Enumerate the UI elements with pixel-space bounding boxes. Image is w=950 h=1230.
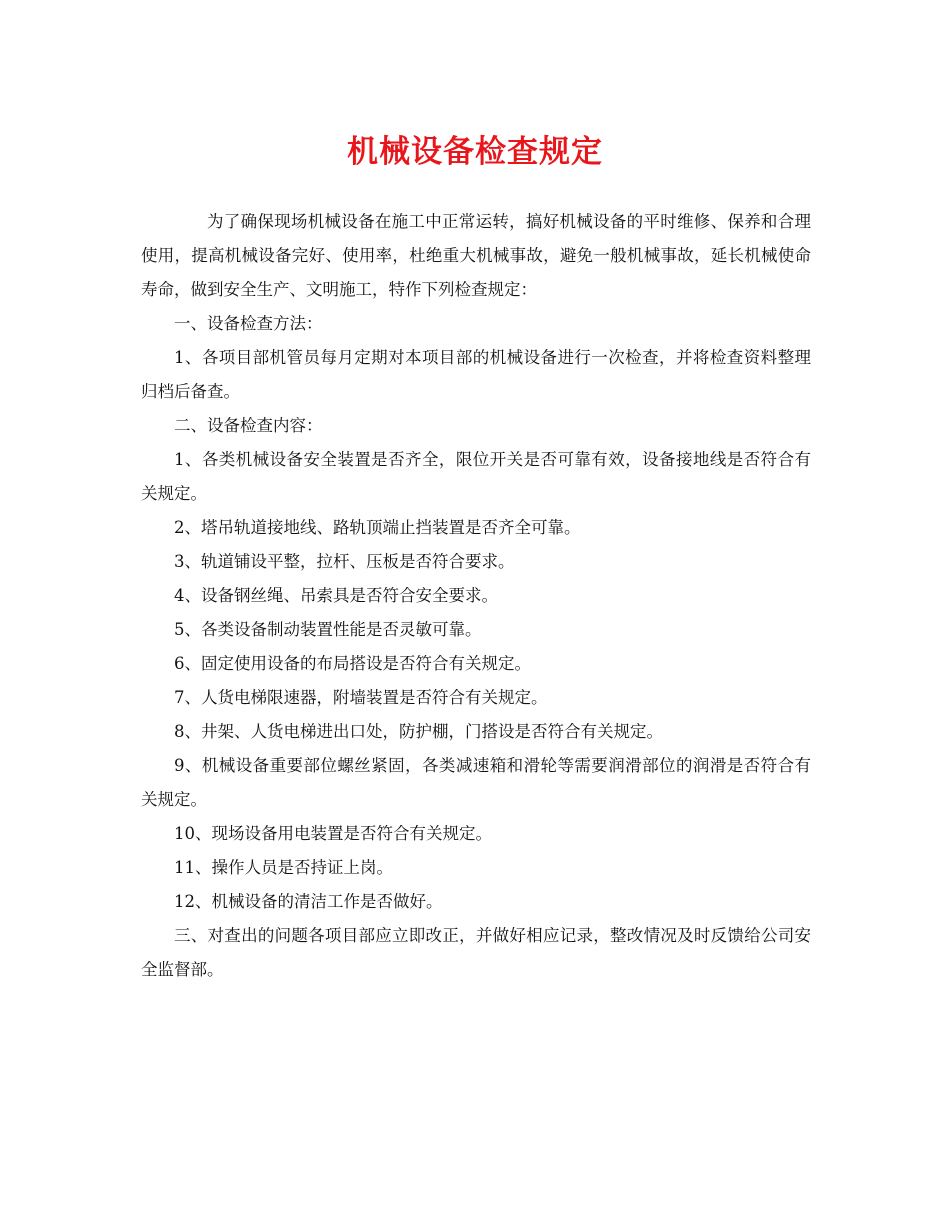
content-item-9: 9、机械设备重要部位螺丝紧固，各类减速箱和滑轮等需要润滑部位的润滑是否符合有关规定。 bbox=[141, 756, 811, 809]
content-item-8: 8、井架、人货电梯进出口处，防护棚，门搭设是否符合有关规定。 bbox=[174, 722, 663, 741]
section-rectification: 三、对查出的问题各项目部应立即改正，并做好相应记录，整改情况及时反馈给公司安全监督部。 bbox=[141, 926, 811, 979]
content-item-4: 4、设备钢丝绳、吊索具是否符合安全要求。 bbox=[174, 586, 498, 605]
section-heading-content: 二、设备检查内容： bbox=[174, 416, 323, 435]
content-item-5: 5、各类设备制动装置性能是否灵敏可靠。 bbox=[174, 620, 482, 639]
method-item-1: 1、各项目部机管员每月定期对本项目部的机械设备进行一次检查，并将检查资料整理归档后备查。 bbox=[141, 348, 811, 401]
intro-paragraph: 为了确保现场机械设备在施工中正常运转，搞好机械设备的平时维修、保养和合理使用，提高机械设备完好、使用率，杜绝重大机械事故，避免一般机械事故，延长机械使命寿命，做到安全生产、文明施工，特作下列检查规定： bbox=[141, 212, 811, 299]
content-item-7: 7、人货电梯限速器，附墙装置是否符合有关规定。 bbox=[174, 688, 548, 707]
section-heading-method: 一、设备检查方法： bbox=[174, 314, 323, 333]
content-item-2: 2、塔吊轨道接地线、路轨顶端止挡装置是否齐全可靠。 bbox=[174, 518, 581, 537]
content-item-1: 1、各类机械设备安全装置是否齐全，限位开关是否可靠有效，设备接地线是否符合有关规定。 bbox=[141, 450, 811, 503]
content-item-12: 12、机械设备的清洁工作是否做好。 bbox=[174, 892, 443, 911]
document-title: 机械设备检查规定 bbox=[347, 134, 603, 170]
document-body bbox=[141, 205, 811, 987]
content-item-3: 3、轨道铺设平整，拉杆、压板是否符合要求。 bbox=[174, 552, 515, 571]
content-item-6: 6、固定使用设备的布局搭设是否符合有关规定。 bbox=[174, 654, 531, 673]
content-item-10: 10、现场设备用电装置是否符合有关规定。 bbox=[174, 824, 492, 843]
content-item-11: 11、操作人员是否持证上岗。 bbox=[174, 858, 393, 877]
